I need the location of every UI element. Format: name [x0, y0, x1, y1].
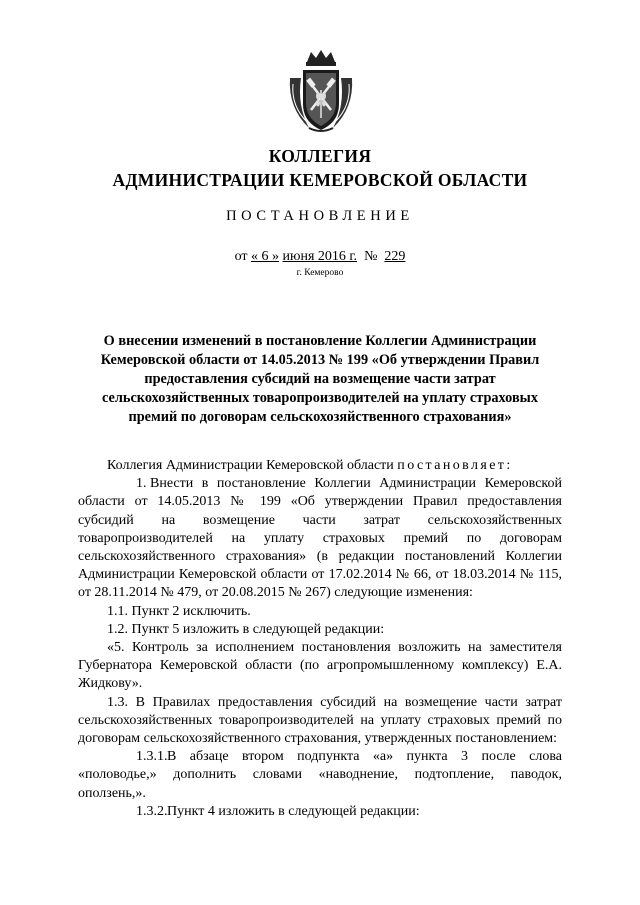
paragraph-1-2-quote: «5. Контроль за исполнением постановления возложить на заместителя Губернатора Кемеровской области (по агропромышленному комплексу) Е.А. Жидкову». [78, 640, 562, 692]
document-title: О внесении изменений в постановление Коллегии Администрации Кемеровской области от 14.05.2013 № 199 «Об утверждении Правил предоставления субсидий на возмещение части затрат сельскохозяйственных товаропроизводителей на уплату страховых премий по договорам сельскохозяйственного страхования» [100, 333, 540, 425]
paragraph-1-3: 1.3. В Правилах предоставления субсидий на возмещение части затрат сельскохозяйственных товаропроизводителей на уплату страховых премий по договорам сельскохозяйственного страхования, утвержденных постановлением: [78, 694, 562, 747]
intro-paragraph [78, 457, 562, 475]
intro-verb: постановляет: [397, 458, 513, 473]
paragraph-1-3-2-text: Пункт 4 изложить в следующей редакции: [167, 803, 420, 819]
paragraph-1-2: 1.2. Пункт 5 изложить в следующей редакции: [107, 621, 385, 637]
org-name-line2: АДМИНИСТРАЦИИ КЕМЕРОВСКОЙ ОБЛАСТИ [112, 170, 528, 190]
intro-text: Коллегия Администрации Кемеровской области [107, 458, 394, 473]
paragraph-1-3-1-text: В абзаце втором подпункта «а» пункта 3 после слова «половодье,» дополнить словами «наводнение, подтопление, паводок, оползень,». [78, 749, 562, 801]
document-type: ПОСТАНОВЛЕНИЕ [226, 208, 414, 224]
date-number-line [0, 249, 640, 265]
coat-of-arms-icon [287, 48, 355, 134]
number-sign: № [364, 249, 378, 264]
paragraph-1-number: 1. [136, 476, 147, 492]
org-name-line1: КОЛЛЕГИЯ [268, 146, 372, 166]
paragraph-1-text: Внести в постановление Коллегии Администрации Кемеровской области от 14.05.2013 № 199 «Об утверждении Правил предоставления субсидий на возмещение части затрат сельскохозяйственных товаропроизводителей на уплату страховых премий по договорам сельскохозяйственного страхования» (в редакции постановлений Коллегии Администрации Кемеровской области от 17.02.2014 № 66, от 18.03.2014 № 115, от 28.11.2014 № 479, от 20.08.2015 № 267) следующие изменения: [78, 476, 562, 601]
date-prefix: от [234, 249, 248, 264]
paragraph-1-1: 1.1. Пункт 2 исключить. [107, 603, 251, 619]
document-body [78, 457, 562, 821]
paragraph-1-3-2 [78, 803, 562, 821]
document-number: 229 [384, 249, 406, 264]
paragraph-1-3-1 [78, 748, 562, 803]
paragraph-1-3-1-number: 1.3.1. [136, 749, 168, 765]
paragraph-1-3-2-number: 1.3.2. [136, 803, 168, 819]
paragraph-1 [78, 475, 562, 602]
city-label: г. Кемерово [296, 268, 344, 278]
date-month-year: июня 2016 г. [282, 249, 358, 264]
date-day: « 6 » [251, 249, 280, 264]
